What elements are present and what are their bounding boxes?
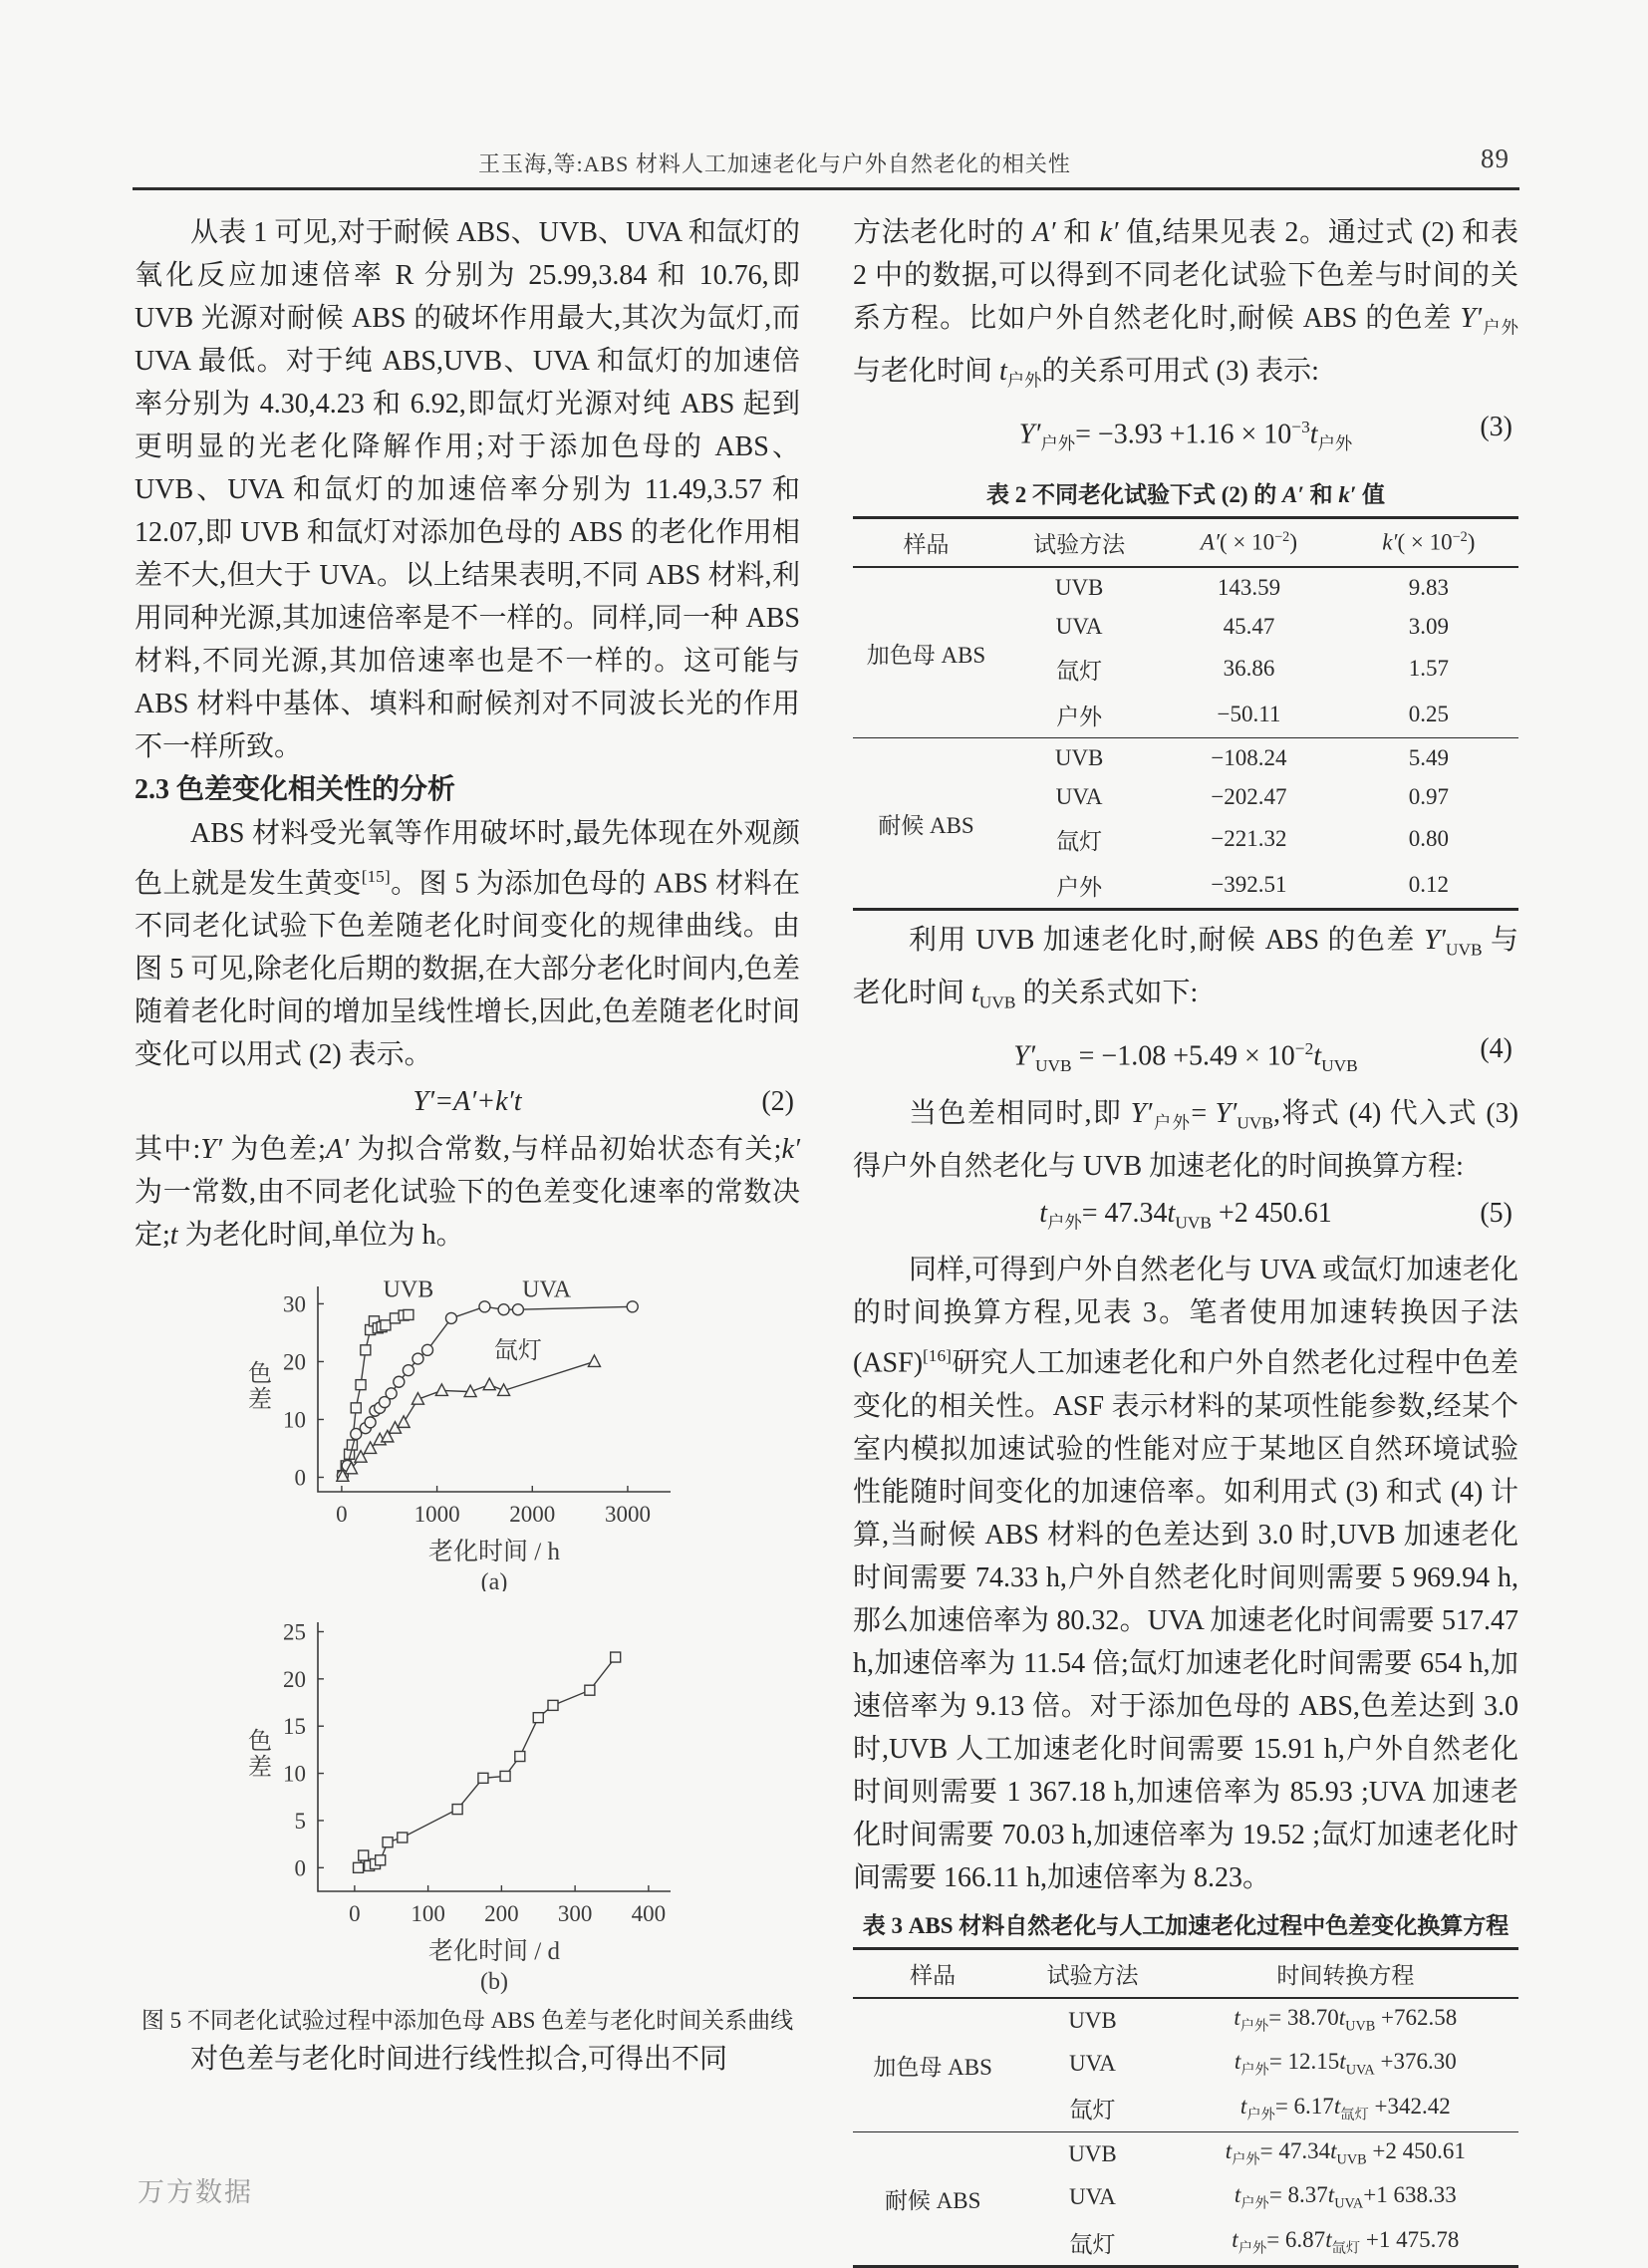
sample-cell: 加色母 ABS [873,2054,992,2080]
svg-text:UVB: UVB [383,1276,434,1303]
svg-text:(a): (a) [480,1569,508,1592]
equation-3 [853,404,1518,468]
svg-text:15: 15 [283,1714,306,1740]
equation-4 [853,1025,1518,1090]
chart-fig5a [248,1277,671,1592]
column-header: $A'( \times 10^{-2})$ [1159,518,1338,568]
value-cell: 户外 [1056,874,1103,900]
value-cell: 0.25 [1408,702,1449,727]
svg-text:色差: 色差 [248,1729,272,1782]
equation-3-number: (3) [1480,412,1512,443]
value-cell: UVA [1055,783,1103,809]
svg-text:3000: 3000 [604,1502,651,1528]
figure-5a-wrap [135,1261,800,1596]
svg-text:10: 10 [283,1761,306,1787]
svg-text:氙灯: 氙灯 [493,1338,542,1365]
svg-text:0: 0 [294,1855,306,1881]
value-cell: 36.86 [1223,656,1275,682]
equation-2-number: (2) [761,1086,794,1118]
value-cell: UVA [1069,2051,1116,2077]
value-cell: 0.80 [1408,826,1449,852]
paragraph-results-r: 从表 1 可见,对于耐候 ABS、UVB、UVA 和氙灯的氧化反应加速倍率 R 分别为 25.99,3.84 和 10.76,即 UVB 光源对耐候 ABS 的破坏作用最大,其次为氙灯,而 UVA 最低。对于纯 ABS,UVB、UVA 和氙灯的加速倍率分别为 4.30,4.23 和 6.92,即氙灯光源对纯 ABS 起到更明显的光老化降解作用;对于添加色母的 ABS、UVB、UVA 和氙灯的加速倍率分别为 11.49,3.57 和 12.07,即 UVB 和氙灯对添加色母的 ABS 的老化作用相差不大,但大于 UVA。以上结果表明,不同 ABS 材料,利用同种光源,其加速倍率是不一样的。同样,同一种 ABS 材料,不同光源,其加倍速率也是不一样的。这可能与 ABS 材料中基体、填料和耐候剂对不同波长光的作用不一样所致。 [135,217,800,762]
value-cell: $t_{户外}= 8.37t_{UVA}+1$ 638.33 [1234,2182,1457,2212]
equation-2-body: Y′=A′+k′t [412,1086,522,1118]
header-rule [133,187,1519,190]
value-cell: 45.47 [1223,613,1275,639]
equation-4-body: $Y'_{UVB} = -1.08 +5.49 \times 10^{-2}t_{UVB}$ [1013,1039,1358,1076]
value-cell: 9.83 [1408,574,1449,600]
value-cell: $t_{户外}= 6.87t_{氙灯} +1$ 475.78 [1232,2226,1460,2257]
equation-5 [853,1190,1518,1248]
table-3 [853,1947,1518,2268]
sample-cell: 耐候 ABS [853,738,999,910]
svg-text:老化时间 / h: 老化时间 / h [428,1539,560,1566]
figure-5-caption: 图 5 不同老化试验过程中添加色母 ABS 色差与老化时间关系曲线 [140,2008,794,2034]
svg-text:(b): (b) [480,1969,508,1996]
value-cell: UVB [999,738,1159,778]
table-2-title: 表 2 不同老化试验下式 (2) 的 A′ 和 k′ 值 [985,482,1386,508]
page-number: 89 [1481,143,1510,173]
page-header [135,143,1519,181]
figure-5b-chart [230,1596,698,1995]
value-cell: UVA [1055,613,1103,639]
value-cell: −221.32 [1211,826,1287,852]
value-cell: 5.49 [1339,738,1518,778]
value-cell: UVB [1068,2007,1117,2033]
value-cell: −392.51 [1211,872,1287,898]
column-header: 样品 [853,518,999,568]
svg-text:20: 20 [283,1667,306,1693]
svg-text:10: 10 [283,1407,306,1433]
value-cell: UVB [1054,574,1104,600]
equation-3-body: $Y'_{户外}= -3.93 +1.16 \times 10^{-3}t_{户外}$ [1018,418,1353,454]
svg-text:20: 20 [283,1349,306,1375]
value-cell: 0.12 [1408,872,1449,898]
chart-fig5b [248,1620,671,1996]
value-cell: 户外 [1056,704,1103,729]
svg-text:1000: 1000 [413,1502,460,1528]
svg-text:0: 0 [336,1502,348,1528]
table-row [853,2131,1518,2175]
sample-cell: 耐候 ABS [853,2131,1012,2266]
svg-text:300: 300 [557,1901,593,1927]
paragraph-table2-intro: 方法老化时的 A′ 和 k′ 值,结果见表 2。通过式 (2) 和表 2 中的数据,可以得到不同老化试验下色差与时间的关系方程。比如户外自然老化时,耐候 ABS 的色差 $Y'_{户外}$与老化时间 $t_{户外}$的关系可用式 (3) 表示: [853,217,1518,391]
value-cell: $t_{户外}= 47.34t_{UVB} +2$ 450.61 [1173,2131,1518,2175]
table-row [853,567,1518,607]
column-header: $k'( \times 10^{-2})$ [1339,518,1518,568]
value-cell: UVA [1069,2184,1116,2210]
column-header: 样品 [853,1948,1012,1998]
table-row [853,1998,1518,2043]
sample-cell: 加色母 ABS [866,642,986,668]
paragraph-same-colordiff: 当色差相同时,即 $Y'_{户外}= Y'_{UVB}$,将式 (4) 代入式 (3) 得户外自然老化与 UVB 加速老化的时间换算方程: [853,1098,1519,1182]
value-cell: 氙灯 [1069,2231,1116,2257]
equation-4-number: (4) [1480,1033,1512,1065]
value-cell: $t_{户外}= 6.17t_{氙灯} +342.42$ [1239,2093,1451,2124]
series-氙灯 [337,1355,601,1481]
value-cell: 0.97 [1408,783,1449,809]
right-column [853,211,1518,2268]
equation-5-body: $t_{户外}= 47.34t_{UVB} +2$ 450.61 [1039,1197,1332,1233]
table-2 [853,516,1518,911]
equation-2 [135,1078,800,1126]
svg-text:200: 200 [484,1901,519,1927]
table-row [853,738,1518,778]
left-column [135,211,800,2081]
value-cell: 氙灯 [1069,2098,1116,2124]
value-cell: $t_{户外}= 38.70t_{UVB} +762.58$ [1234,2005,1458,2035]
svg-text:5: 5 [294,1809,306,1835]
svg-text:色差: 色差 [248,1361,272,1414]
paragraph-eq2-terms: 其中:Y′ 为色差;A′ 为拟合常数,与样品初始状态有关;k′ 为一常数,由不同老化试验下的色差变化速率的常数决定;t 为老化时间,单位为 h。 [135,1134,801,1252]
value-cell: −108.24 [1159,738,1338,778]
svg-text:30: 30 [283,1291,306,1317]
svg-text:400: 400 [631,1901,667,1927]
column-header: 时间转换方程 [1173,1948,1518,1998]
paragraph-uvb-relation: 利用 UVB 加速老化时,耐候 ABS 的色差 $Y'_{UVB}$ 与老化时间 $t_{UVB}$ 的关系式如下: [853,925,1518,1012]
value-cell: UVB [1012,2131,1172,2175]
value-cell: −50.11 [1217,702,1281,727]
figure-5 [135,1261,800,2038]
equation-5-number: (5) [1480,1197,1512,1229]
section-heading-2-3: 2.3 色差变化相关性的分析 [135,774,456,805]
svg-text:25: 25 [283,1619,306,1645]
value-cell: 氙灯 [1056,828,1103,854]
running-head-title: 王玉海,等:ABS 材料人工加速老化与户外自然老化的相关性 [478,151,1071,176]
svg-text:100: 100 [411,1901,445,1927]
svg-text:UVA: UVA [522,1276,572,1303]
series-UVB [338,1310,413,1481]
value-cell: $t_{户外}= 12.15t_{UVA} +376.30$ [1234,2048,1457,2079]
series-户外 [354,1652,621,1872]
value-cell: 143.59 [1217,574,1281,600]
paragraph-linear-fit: 对色差与老化时间进行线性拟合,可得出不同 [190,2044,728,2076]
column-header: 试验方法 [1012,1948,1172,1998]
value-cell: 3.09 [1408,613,1449,639]
paragraph-color-diff: ABS 材料受光氧等作用破坏时,最先体现在外观颜色上就是发生黄变[15]。图 5 为添加色母的 ABS 材料在不同老化试验下色差随老化时间变化的规律曲线。由图 5 可见,除老化后期的数据,在大部分老化时间内,色差随着老化时间的增加呈线性增长,因此,色差随老化时间变化可以用式 (2) 表示。 [135,818,800,1071]
svg-text:0: 0 [349,1901,361,1927]
value-cell: 1.57 [1408,656,1449,682]
figure-5b-wrap [135,1596,800,2000]
figure-5a-chart [230,1261,698,1591]
svg-text:老化时间 / d: 老化时间 / d [428,1938,560,1966]
column-header: 试验方法 [999,518,1159,568]
svg-text:0: 0 [294,1465,306,1491]
value-cell: −202.47 [1211,783,1287,809]
table-3-title: 表 3 ABS 材料自然老化与人工加速老化过程中色差变化换算方程 [862,1912,1510,1938]
svg-text:2000: 2000 [509,1502,556,1528]
value-cell: 氙灯 [1056,658,1103,684]
watermark-footer: 万方数据 [137,2177,253,2207]
paragraph-asf-discussion: 同样,可得到户外自然老化与 UVA 或氙灯加速老化的时间换算方程,见表 3。笔者使用加速转换因子法 (ASF)[16]研究人工加速老化和户外自然老化过程中色差变化的相关性。ASF 表示材料的某项性能参数,经某个室内模拟加速试验的性能对应于某地区自然环境试验性能随时间变化的加速倍率。如利用式 (3) 和式 (4) 计算,当耐候 ABS 材料的色差达到 3.0 时,UVB 加速老化时间需要 74.33 h,户外自然老化时间则需要 5 969.94 h,那么加速倍率为 80.32。UVA 加速老化时间需要 517.47 h,加速倍率为 11.54 倍;氙灯加速老化时间需要 654 h,加速倍率为 9.13 倍。对于添加色母的 ABS,色差达到 3.0 时,UVB 人工加速老化时间需要 15.91 h,户外自然老化时间则需要 1 367.18 h,加速倍率为 85.93 ;UVA 加速老化时间需要 70.03 h,加速倍率为 19.52 ;氙灯加速老化时间需要 166.11 h,加速倍率为 8.23。 [853,1255,1518,1893]
